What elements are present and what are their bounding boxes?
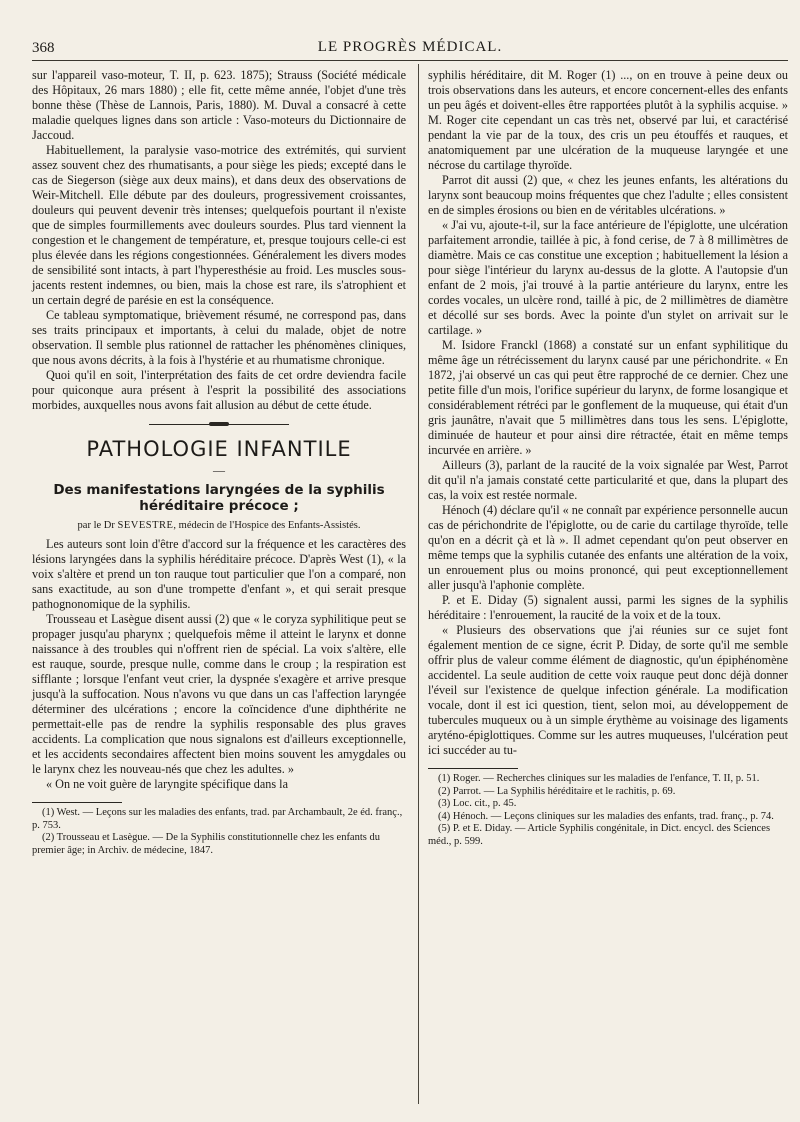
footnote: (1) Roger. — Recherches cliniques sur les maladies de l'enfance, T. II, p. 51. <box>438 773 760 784</box>
paragraph: syphilis héréditaire, dit M. Roger (1) ..., on en trouve à peine deux ou trois observations dans les auteurs, et encore concernent-elles des enfants un peu âgés et doivent-elles être rapportées plutôt à la syphilis acquise. » M. Roger cite cependant un cas très net, observé par lui, et caractérisé pendant la vie par de la toux, des cris un peu étouffés et rauques, et anatomiquement par une ulcération de la muqueuse laryngée et une nécrose du cartilage thyroïde. <box>428 68 788 172</box>
footnote-rule <box>32 802 122 803</box>
footnote: (2) Trousseau et Lasègue. — De la Syphilis constitutionnelle chez les enfants du premier âge; in Archiv. de médecine, 1847. <box>32 832 380 856</box>
journal-title: LE PROGRÈS MÉDICAL. <box>317 39 503 55</box>
article-text-continued <box>428 68 788 758</box>
page-number: 368 <box>32 40 55 56</box>
footnote-rule <box>428 768 518 769</box>
paragraph: « On ne voit guère de laryngite spécifique dans la <box>46 777 288 791</box>
paragraph: Les auteurs sont loin d'être d'accord sur la fréquence et les caractères des lésions laryngées dans la syphilis héréditaire précoce. D'après West (1), « la voix s'altère et prend un ton rauque tout particulier que l'on a comparé, non sans exactitude, au son d'une trompette d'enfant », et qui serait presque pathognonomique de la syphilis. <box>32 537 406 611</box>
byline-suffix: , médecin de l'Hospice des Enfants-Assistés. <box>173 520 361 531</box>
footnote: (4) Hénoch. — Leçons cliniques sur les maladies des enfants, trad. franç., p. 74. <box>438 810 774 822</box>
byline-prefix: par le Dr <box>77 520 115 531</box>
paragraph: Quoi qu'il en soit, l'interprétation des faits de cet ordre deviendra facile pour quiconque aura présent à l'esprit la possibilité des associations morbides, auxquelles nous avons fait allusion au début de cette étude. <box>32 368 406 412</box>
byline-author: SEVESTRE <box>117 520 174 531</box>
left-column <box>32 68 406 857</box>
paragraph: sur l'appareil vaso-moteur, T. II, p. 623. 1875); Strauss (Société médicale des Hôpitaux, 26 mars 1880) ; elle fit, cette même année, l'objet d'une très bonne thèse (Thèse de Lannois, Paris, 1880). M. Duval a consacré à cette maladie quelques lignes dans son article : Vaso-moteurs du Dictionnaire de Jaccoud. <box>32 68 406 142</box>
paragraph: Ce tableau symptomatique, brièvement résumé, ne correspond pas, dans ses traits principaux et importants, à celui du malade, objet de notre observation. Il semble plus rationnel de rattacher les phénomènes cliniques, que nous avons décrits, à la fois à l'hystérie et au rhumatisme chronique. <box>32 308 406 367</box>
footnote: (2) Parrot. — La Syphilis héréditaire et le rachitis, p. 69. <box>438 785 676 797</box>
footnote: (1) West. — Leçons sur les maladies des enfants, trad. par Archambault, 2e éd. franç., p. 753. <box>32 807 403 831</box>
footnotes-left <box>32 807 406 857</box>
paragraph: « Plusieurs des observations que j'ai réunies sur ce sujet font également mention de ce signe, écrit P. Diday, de sorte qu'il me semble offrir plus de valeur comme élément de diagnostic, qu'un épiphénomène accidentel. La seule audition de cette voix rauque peut donc déjà donner l'éveil sur l'existence de quelque infection générale. La modification vocale, dont il est ici question, tient, selon moi, au développement de tubercules muqueux ou à un simple érythème au voisinage des ligaments aryténo-épiglottiques. Comme sur les autres muqueuses, l'ulcération peut ici succéder au tu- <box>428 623 788 757</box>
byline <box>32 520 406 531</box>
previous-article-text <box>32 68 406 413</box>
paragraph: Ailleurs (3), parlant de la raucité de la voix signalée par West, Parrot dit qu'il n'a jamais constaté cette particularité et que, dans la plupart des cas, la voix est restée normale. <box>428 458 788 502</box>
right-column <box>428 68 788 848</box>
article-title: Des manifestations laryngées de la syphilis héréditaire précoce ; <box>53 482 385 514</box>
article-text <box>32 537 406 792</box>
paragraph: Trousseau et Lasègue disent aussi (2) que « le coryza syphilitique peut se propager jusqu'au pharynx ; quelquefois même il atteint le larynx et donne naissance à des troubles qui n'offrent rien de spécial. La voix s'altère, elle est rauque, sourde, presque nulle, comme dans le croup ; la respiration est sifflante ; lorsque l'enfant veut crier, la dyspnée s'exagère et arrive presque jusqu'à la suffocation. Nous n'avons vu que dans un cas l'affection laryngée déterminer des ulcérations ; encore la coïncidence d'une diphthérite ne permettait-elle pas de rendre la syphilis responsable des plus graves accidents. La complication que nous signalons est d'ailleurs exceptionnelle, et les accidents secondaires affectent bien moins souvent les amygdales ou le larynx chez les nouveau-nés que chez les adultes. » <box>32 612 406 776</box>
section-dash: — <box>213 463 225 477</box>
paragraph: « J'ai vu, ajoute-t-il, sur la face antérieure de l'épiglotte, une ulcération parfaitement arrondie, taillée à pic, à fond cerise, de 7 à 8 millimètres de diamètre. Mais ce cas constitue une exception ; habituellement la lésion a pour siège l'intérieur du larynx au-dessus de la glotte. A l'autopsie d'un enfant de 2 mois, j'ai trouvé à la partie antérieure du larynx, entre les cordes vocales, un ulcère rond, taillé à pic, de 2 millimètres de diamètre et décollé sur ses bords. Avec la pointe d'un stylet on arrivait sur le cartilage. » <box>428 218 788 337</box>
paragraph: Parrot dit aussi (2) que, « chez les jeunes enfants, les altérations du larynx sont beaucoup moins fréquentes que chez l'adulte ; elles consistent en de simples érosions ou bien en de véritables ulcérations. » <box>428 173 788 217</box>
footnotes-right <box>428 773 788 848</box>
section-title: PATHOLOGIE INFANTILE <box>86 437 352 461</box>
running-header <box>32 38 788 61</box>
footnote: (3) Loc. cit., p. 45. <box>438 798 517 809</box>
footnote: (5) P. et E. Diday. — Article Syphilis congénitale, in Dict. encycl. des Sciences méd., p. 599. <box>428 823 771 847</box>
column-divider <box>418 64 419 1104</box>
paragraph: M. Isidore Franckl (1868) a constaté sur un enfant syphilitique du même âge un rétrécissement du larynx causé par une périchondrite. « En 1872, j'ai observé un cas qui peut être rapproché de ce dernier. Chez une petite fille d'un mois, l'orifice supérieur du larynx, de forme losangique et considérablement rétréci par le gonflement de la muqueuse, qui était d'un gris jaunâtre, n'avait que 5 millimètres dans tous les sens. L'épiglotte, diminuée de hauteur et pour ainsi dire rétractée, était en même temps incurvée en arrière. » <box>428 338 788 457</box>
paragraph: Hénoch (4) déclare qu'il « ne connaît par expérience personnelle aucun cas de périchondrite de l'épiglotte, ou de carie du cartilage thyroïde, telle qu'on en a décrit çà et là ». Il admet cependant qu'on peut observer en même temps que la syphilis cutanée des enfants une altération de la voix, un enrouement plus ou moins prononcé, qui peut exceptionnellement aller jusqu'à l'aphonie complète. <box>428 503 788 592</box>
paragraph: P. et E. Diday (5) signalent aussi, parmi les signes de la syphilis héréditaire : l'enrouement, la raucité de la voix et de la toux. <box>428 593 788 622</box>
section-separator-ornament <box>149 421 289 427</box>
paragraph: Habituellement, la paralysie vaso-motrice des extrémités, qui survient assez souvent chez des rhumatisants, a pour siège les pieds; excepté dans le cas de Siegerson (siège aux deux mains), et dans deux des observations de Weir-Mitchell. Elle débute par des douleurs, progressivement croissantes, douleurs qui peuvent devenir très intenses; quelquefois pourtant il n'existe que de simples fourmillements avec douleurs sourdes. Plus tard viennent la congestion et le changement de température, et, presque toujours celle-ci est plus élevée dans les régions congestionnées. Généralement les divers modes de sensibilité sont intacts, à part l'hyperesthésie au froid. Les muscles sous-jacents restent indemnes, ou bien, mais la chose est rare, ils s'atrophient et un certain degré de parésie en est la conséquence. <box>32 143 406 307</box>
